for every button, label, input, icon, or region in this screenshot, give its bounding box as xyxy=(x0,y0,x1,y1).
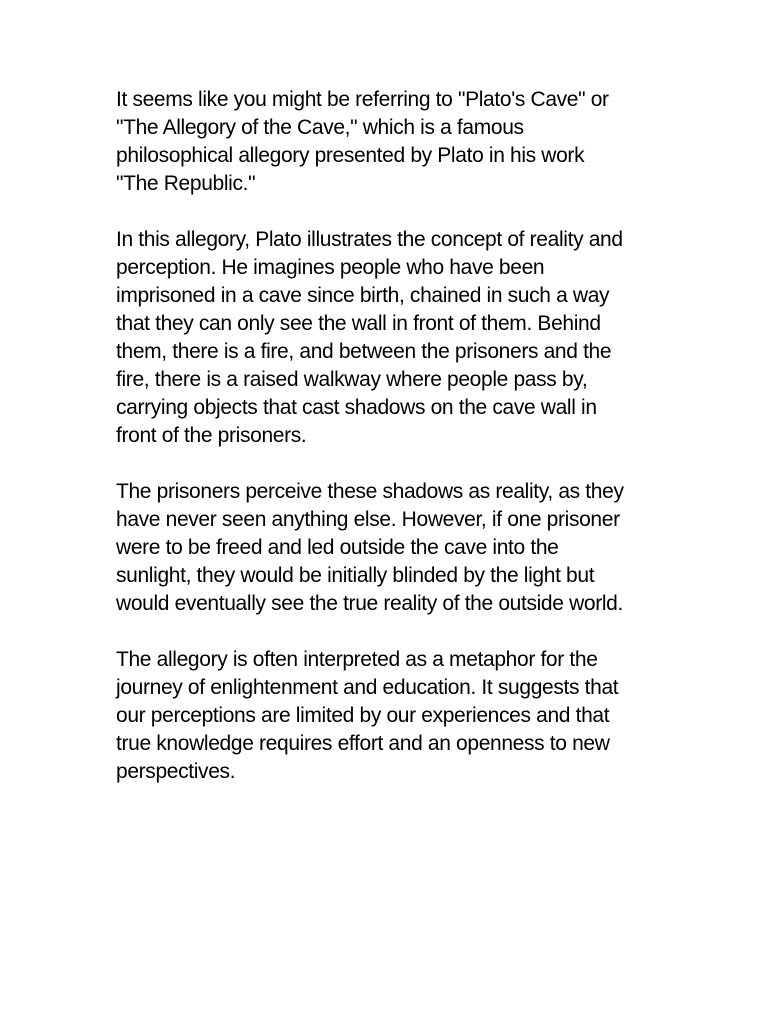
paragraph-1 xyxy=(116,86,661,198)
paragraph-2 xyxy=(116,226,661,450)
text-line: The allegory is often interpreted as a metaphor for the xyxy=(116,648,598,671)
text-line: sunlight, they would be initially blinded by the light but xyxy=(116,564,595,587)
document-body xyxy=(116,86,661,814)
text-line: have never seen anything else. However, if one prisoner xyxy=(116,508,620,531)
text-line: that they can only see the wall in front of them. Behind xyxy=(116,312,601,335)
text-line: perception. He imagines people who have been xyxy=(116,256,545,279)
text-line: our perceptions are limited by our experiences and that xyxy=(116,704,610,727)
text-line: carrying objects that cast shadows on the cave wall in xyxy=(116,396,597,419)
text-line: would eventually see the true reality of the outside world. xyxy=(116,592,623,615)
text-line: perspectives. xyxy=(116,760,236,783)
text-line: philosophical allegory presented by Plato in his work xyxy=(116,144,585,167)
text-line: were to be freed and led outside the cave into the xyxy=(116,536,559,559)
text-line: "The Allegory of the Cave," which is a famous xyxy=(116,116,524,139)
paragraph-4 xyxy=(116,646,661,786)
text-line: front of the prisoners. xyxy=(116,424,307,447)
text-line: The prisoners perceive these shadows as reality, as they xyxy=(116,480,624,503)
text-line: In this allegory, Plato illustrates the concept of reality and xyxy=(116,228,623,251)
paragraph-3 xyxy=(116,478,661,618)
text-line: imprisoned in a cave since birth, chained in such a way xyxy=(116,284,610,307)
text-line: It seems like you might be referring to "Plato's Cave" or xyxy=(116,88,609,111)
text-line: "The Republic." xyxy=(116,172,256,195)
text-line: true knowledge requires effort and an openness to new xyxy=(116,732,610,755)
text-line: journey of enlightenment and education. It suggests that xyxy=(116,676,619,699)
text-line: fire, there is a raised walkway where people pass by, xyxy=(116,368,588,391)
text-line: them, there is a fire, and between the prisoners and the xyxy=(116,340,612,363)
